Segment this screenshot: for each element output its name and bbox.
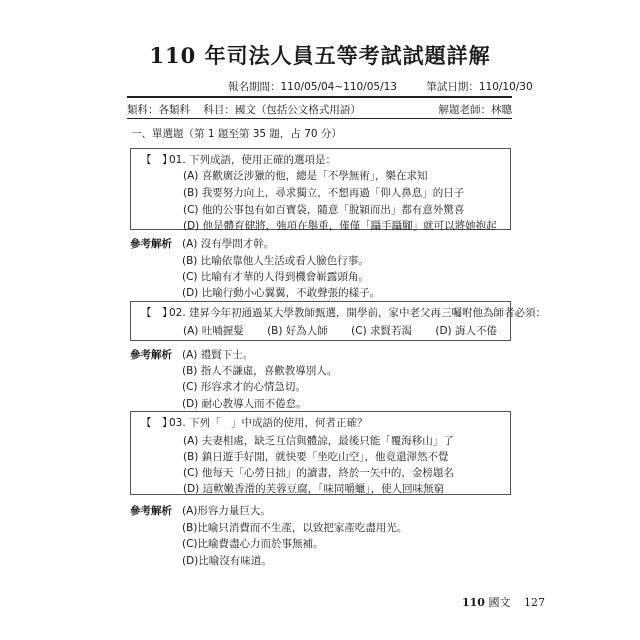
answer-bracket: 【 】 — [141, 154, 173, 166]
question-text: 02. 建昇今年初通過某大學教師甄選，開學前，家中老父再三囑咐他為師者必須： — [169, 307, 547, 319]
page-number: 127 — [523, 596, 545, 609]
page-footer — [462, 594, 545, 610]
explanation-a: (A) 沒有學問才幹。 — [182, 238, 275, 250]
exam-date: 筆試日期：110/10/30 — [426, 81, 533, 93]
option-d: (D) 他是體育健將，強項在舉重，僅僅「躡手躡腳」就可以將她抱起 — [183, 220, 497, 232]
option-b: (B) 鎮日遊手好閒，就快要「坐吃山空」，他竟還渾然不覺 — [183, 451, 449, 463]
option-d: (D) 誨人不倦 — [435, 325, 497, 337]
answer-bracket: 【 】 — [141, 307, 173, 319]
exam-dates — [228, 79, 559, 94]
explanation-d: (D) 耐心教導人而不倦怠。 — [182, 398, 307, 410]
info-bar — [127, 96, 512, 119]
answer-bracket: 【 】 — [141, 417, 173, 429]
footer-subject: 國文 — [488, 596, 511, 609]
question-box-1 — [130, 148, 511, 230]
option-a: (A) 夫妻相處，缺乏互信與體諒，最後只能「覆海移山」了 — [183, 435, 454, 447]
explanation-a: (A)形容力量巨大。 — [182, 505, 271, 517]
explanation-b: (B) 指人不謙虛，喜歡教導別人。 — [182, 365, 338, 377]
registration-period: 報名期間：110/05/04~110/05/13 — [228, 81, 397, 93]
options-row — [183, 326, 517, 337]
question-stem-2 — [141, 308, 546, 319]
question-stem-3 — [141, 418, 368, 429]
option-a: (A) 吐哺握髮 — [183, 325, 244, 337]
option-c: (C) 他的公事包有如百寶袋，隨意「脫穎而出」都有意外驚喜 — [183, 204, 465, 216]
explanation-b: (B) 比喻依靠他人生活或看人臉色行事。 — [182, 255, 369, 267]
explanation-c: (C)比喻費盡心力而於事無補。 — [182, 538, 324, 550]
explanation-label: 參考解析 — [130, 505, 172, 517]
option-c: (C) 求賢若渴 — [351, 325, 413, 337]
option-a: (A) 喜歡廣泛涉獵的他，總是「不學無術」，樂在求知 — [183, 170, 428, 182]
question-box-2 — [130, 301, 547, 341]
explanation-d: (D)比喻沒有味道。 — [182, 555, 272, 567]
option-b: (B) 我要努力向上，尋求獨立，不想再過「仰人鼻息」的日子 — [183, 187, 465, 199]
explanation-label: 參考解析 — [130, 349, 172, 361]
page-title: 110 年司法人員五等考試試題詳解 — [149, 43, 491, 68]
subject-label: 科目：國文（包括公文格式用語） — [203, 104, 361, 116]
question-box-3 — [130, 411, 511, 495]
question-stem-1 — [141, 155, 336, 166]
question-text: 01. 下列成語，使用正確的選項是： — [169, 154, 337, 166]
option-b: (B) 好為人師 — [267, 325, 328, 337]
teacher-label: 解題老師：林聰 — [438, 104, 512, 116]
explanation-c: (C) 形容求才的心情急切。 — [182, 381, 306, 393]
question-text: 03. 下列「 」中成語的使用，何者正確？ — [169, 417, 368, 429]
category-label: 類科：各類科 — [127, 104, 190, 116]
explanation-label: 參考解析 — [130, 238, 172, 250]
explanation-c: (C) 比喻有才華的人得到機會嶄露頭角。 — [182, 271, 369, 283]
option-d: (D) 這軟嫩香滑的芙蓉豆腐，「味同嚼蠟」，使人回味無窮 — [183, 483, 445, 495]
section-title: 一、單選題（第 1 題至第 35 題，占 70 分） — [131, 128, 342, 140]
footer-year: 110 — [462, 596, 485, 609]
explanation-b: (B)比喻只消費而不生產，以致把家產吃盡用光。 — [182, 522, 408, 534]
option-c: (C) 他每天「心勞日拙」的讀書，終於一矢中的，金榜題名 — [183, 467, 454, 479]
explanation-a: (A) 禮賢下士。 — [182, 349, 254, 361]
explanation-d: (D) 比喻行動小心翼翼，不敢聲張的樣子。 — [182, 287, 381, 299]
